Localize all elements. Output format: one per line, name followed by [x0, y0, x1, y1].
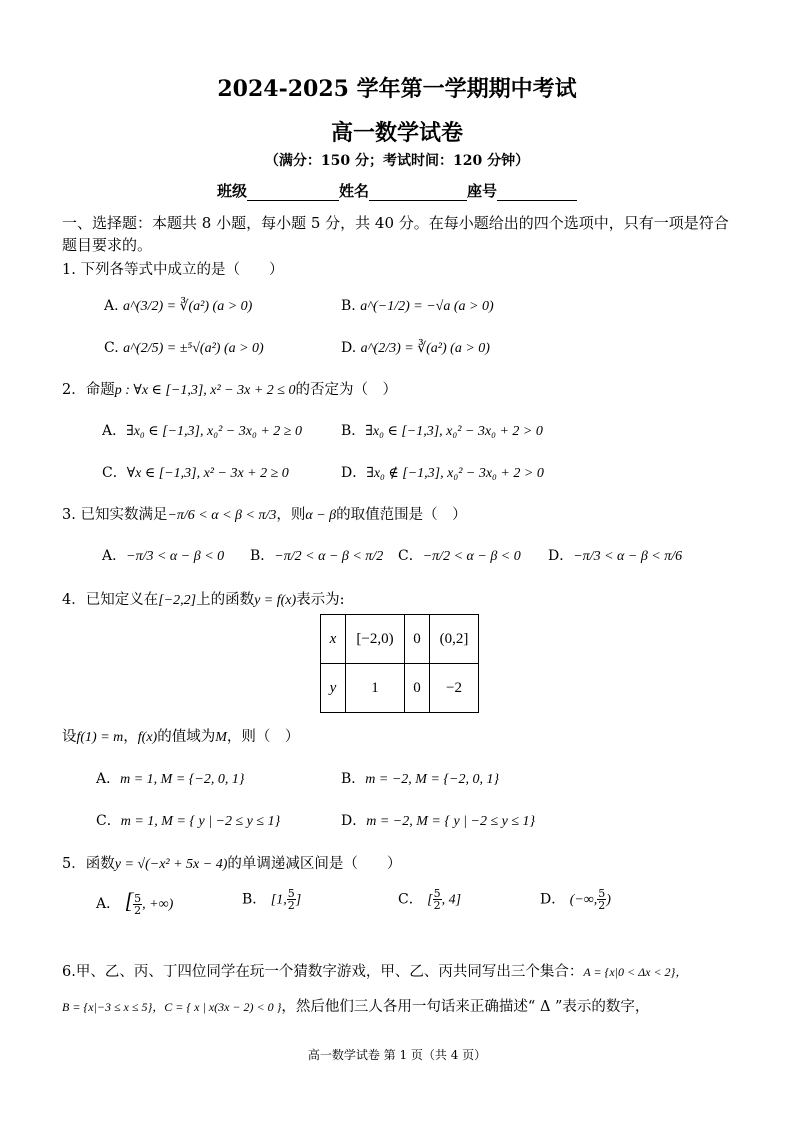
q3-option-b: B．−π/2 < α − β < π/2: [250, 548, 384, 564]
q5-function: y = √(−x² + 5x − 4): [114, 857, 228, 872]
q1-option-c: C. a^(2/5) = ±⁵√(a²) (a > 0): [104, 340, 264, 356]
q4-option-a: A．m = 1, M = {−2, 0, 1}: [96, 771, 245, 787]
q4-line2: 设f(1) = m，f(x)的值域为M，则（ ）: [62, 729, 300, 745]
table-row-x: x [−2,0) 0 (0,2]: [321, 615, 479, 664]
q2-option-d: D．∃x₀ ∉ [−1,3], x₀² − 3x₀ + 2 > 0: [341, 465, 544, 481]
seat-field[interactable]: [497, 184, 577, 201]
q3-option-c: C．−π/2 < α − β < 0: [398, 548, 521, 564]
q5-stem: 5．函数y = √(−x² + 5x − 4)的单调递减区间是（ ）: [62, 856, 402, 872]
section-heading: 一、选择题：本题共 8 小题，每小题 5 分，共 40 分。在每小题给出的四个选项中，只有一项是符合题目要求的。: [62, 214, 729, 254]
q5-b-fraction: $\frac{5}{2}$: [287, 887, 295, 912]
q6-line2: B = {x|−3 ≤ x ≤ 5}，C = { x | x(3x − 2) < 0 }，然后他们三人各用一句话来正确描述“ Δ ”表示的数字，: [62, 999, 650, 1015]
q4-stem: 4．已知定义在[−2,2]上的函数y = f(x)表示为:: [62, 592, 345, 608]
page-footer: 高一数学试卷 第 1 页（共 4 页）: [307, 1048, 487, 1062]
q1-option-b: B. a^(−1/2) = −√a (a > 0): [341, 298, 494, 314]
q4-option-d: D．m = −2, M = { y | −2 ≤ y ≤ 1}: [341, 813, 536, 829]
q2-option-a: A．∃x₀ ∈ [−1,3], x₀² − 3x₀ + 2 ≥ 0: [102, 423, 302, 439]
q5-d-fraction: $\frac{5}{2}$: [598, 887, 606, 912]
q6-set-b: B = {x|−3 ≤ x ≤ 5}，: [62, 1000, 165, 1014]
q4-option-b: B．m = −2, M = {−2, 0, 1}: [341, 771, 500, 787]
q6-set-a: A = {x|0 < Δx < 2}，: [583, 965, 688, 979]
q2-option-b: B．∃x₀ ∈ [−1,3], x₀² − 3x₀ + 2 > 0: [341, 423, 543, 439]
q1-b-expr: a^(−1/2) = −√a (a > 0): [360, 299, 494, 314]
exam-title: 2024-2025 学年第一学期期中考试: [217, 76, 577, 102]
q5-a-fraction: $\frac{5}{2}$: [134, 891, 142, 917]
q1-a-expr: a^(3/2) = ∛(a²) (a > 0): [123, 299, 253, 314]
q5-option-d: D． (−∞, $\frac{5}{2}$ ): [540, 887, 611, 912]
q5-c-fraction: $\frac{5}{2}$: [433, 887, 441, 912]
q2-proposition: p : ∀x ∈ [−1,3], x² − 3x + 2 ≤ 0: [114, 383, 296, 398]
q2-option-c: C．∀x ∈ [−1,3], x² − 3x + 2 ≥ 0: [102, 465, 289, 481]
q2-stem: 2．命题p : ∀x ∈ [−1,3], x² − 3x + 2 ≤ 0的否定为（ ）: [62, 382, 397, 398]
exam-info: （满分：150 分；考试时间：120 分钟）: [264, 153, 530, 169]
class-field[interactable]: [247, 184, 339, 201]
q1-option-d: D. a^(2/3) = ∛(a²) (a > 0): [341, 340, 490, 356]
q5-option-b: B． [1, $\frac{5}{2}$ ]: [242, 887, 302, 912]
q3-condition: −π/6 < α < β < π/3: [167, 508, 277, 523]
q5-option-c: C． [ $\frac{5}{2}$ , 4]: [398, 887, 462, 912]
q3-target: α − β: [305, 508, 337, 523]
name-label: 姓名: [338, 182, 369, 200]
table-row-y: y 1 0 −2: [321, 664, 479, 713]
q3-stem: 3. 已知实数满足−π/6 < α < β < π/3，则α − β的取值范围是（ ）: [62, 507, 467, 523]
q1-stem: 1. 下列各等式中成立的是（ ）: [62, 262, 284, 278]
name-field[interactable]: [369, 184, 467, 201]
q5-option-a: A． [ $\frac{5}{2}$ , +∞): [96, 888, 174, 917]
q6-set-c: C = { x | x(3x − 2) < 0 }: [164, 1000, 282, 1014]
q1-d-expr: a^(2/3) = ∛(a²) (a > 0): [360, 341, 490, 356]
q3-option-d: D．−π/3 < α − β < π/6: [548, 548, 683, 564]
q1-option-a: A. a^(3/2) = ∛(a²) (a > 0): [104, 298, 253, 314]
q6-line1: 6.甲、乙、丙、丁四位同学在玩一个猜数字游戏，甲、乙、丙共同写出三个集合：A = {x|0 < Δx < 2}，: [62, 964, 688, 980]
q3-option-a: A．−π/3 < α − β < 0: [102, 548, 225, 564]
seat-label: 座号: [467, 182, 498, 200]
student-info-line: [0, 180, 794, 201]
exam-subtitle: 高一数学试卷: [330, 120, 463, 146]
class-label: 班级: [216, 182, 247, 200]
q4-option-c: C．m = 1, M = { y | −2 ≤ y ≤ 1}: [96, 813, 281, 829]
q1-c-expr: a^(2/5) = ±⁵√(a²) (a > 0): [123, 341, 264, 356]
q4-function-table: [320, 614, 479, 713]
